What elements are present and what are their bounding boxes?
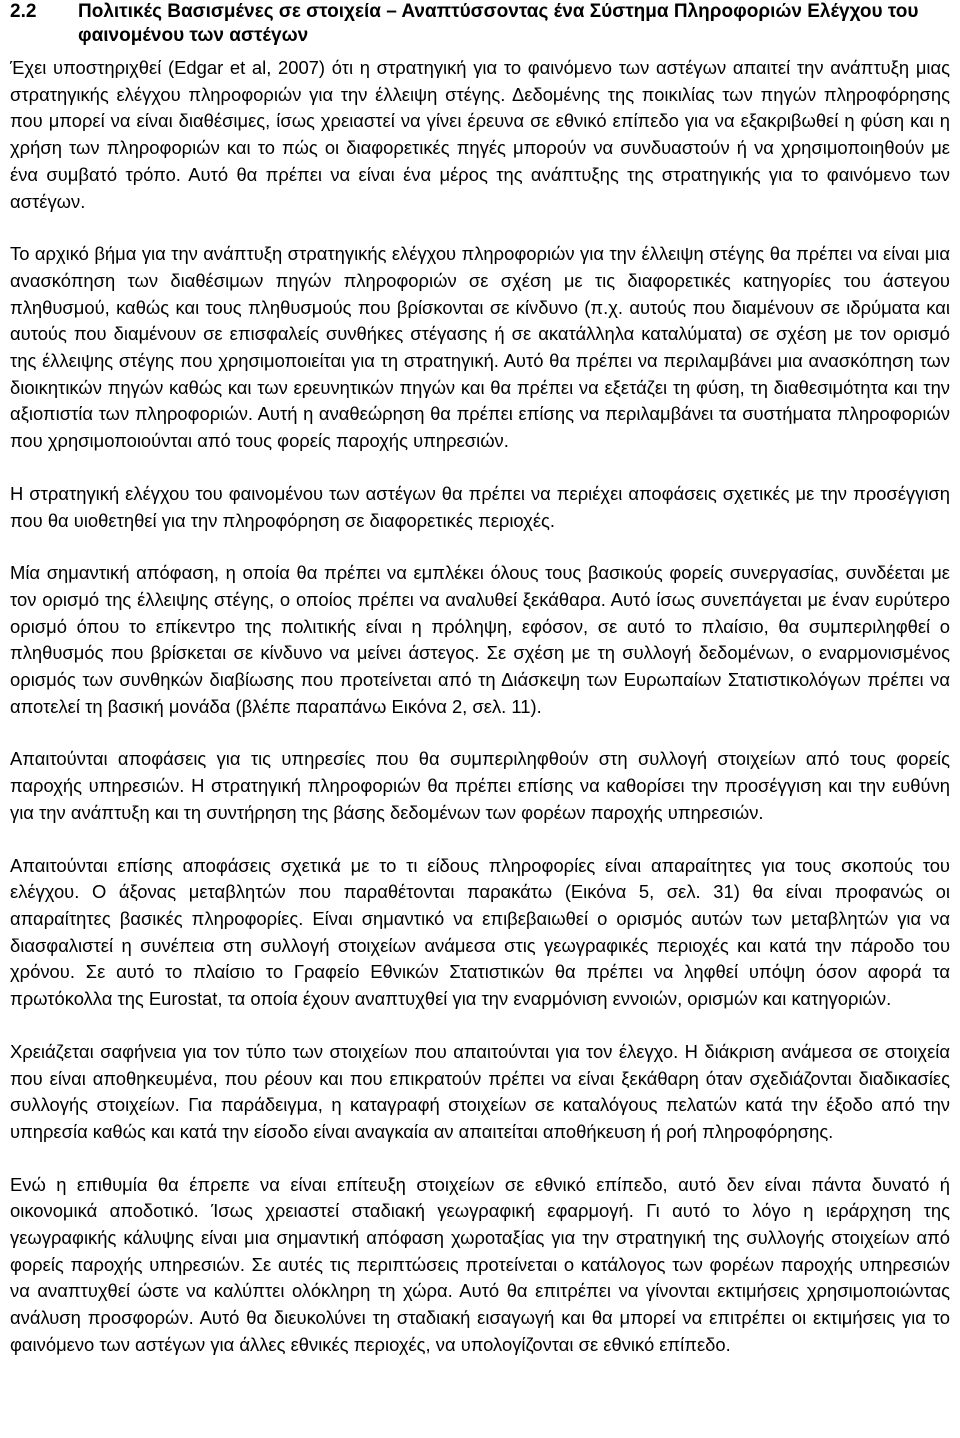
section-number: 2.2 (10, 1, 37, 22)
paragraph-definition: Μία σημαντική απόφαση, η οποία θα πρέπει να εμπλέκει όλους τους βασικούς φορείς συνεργασίας, συνδέεται με τον ορισμό της έλλειψης στέγης, ο οποίος πρέπει να αναλυθεί ξεκάθαρα. Αυτό ίσως συνεπάγεται με έναν ευρύτερο ορισμό όπου το επίκεντρο της πολιτικής είναι η πρόληψη, εφόσον, σε αυτό το πλαίσιο, θα συμπεριληφθεί ο πληθυσμός που βρίσκεται σε κίνδυνο να μείνει άστεγος. Σε σχέση με τη συλλογή δεδομένων, ο εναρμονισμένος ορισμός των συνθηκών διαβίωσης που προτείνεται από τη Διάσκεψη των Ευρωπαίων Στατιστικολόγων πρέπει να αποτελεί τη βασική μονάδα (βλέπε παραπάνω Εικόνα 2, σελ. 11). (10, 562, 950, 717)
paragraph-services: Απαιτούνται αποφάσεις για τις υπηρεσίες που θα συμπεριληφθούν στη συλλογή στοιχείων από τους φορείς παροχής υπηρεσιών. Η στρατηγική πληροφοριών θα πρέπει επίσης να καθορίσει την προσέγγιση και την ευθύνη για την ανάπτυξη και τη συντήρηση της βάσης δεδομένων των φορέων παροχής υπηρεσιών. (10, 748, 950, 823)
paragraph-national-level: Ενώ η επιθυμία θα έπρεπε να είναι επίτευξη στοιχείων σε εθνικό επίπεδο, αυτό δεν είναι πάντα δυνατό ή οικονομικά αποδοτικό. Ίσως χρειαστεί σταδιακή γεωγραφική εφαρμογή. Γι αυτό το λόγο η ιεράρχηση της γεωγραφικής κάλυψης είναι μια σημαντική απόφαση χωροταξίας για την στρατηγική της συλλογής στοιχείων από φορείς παροχής υπηρεσιών. Σε αυτές τις περιπτώσεις προτείνεται ο κατάλογος των φορέων παροχής υπηρεσιών να αναπτυχθεί ώστε να καλύπτει ολόκληρη τη χώρα. Αυτό θα επιτρέπει να γίνονται εκτιμήσεις χρησιμοποιώντας ανάλυση προσφορών. Αυτό θα διευκολύνει τη σταδιακή εισαγωγή και θα μπορεί να επιτρέπει οι εκτιμήσεις για το φαινόμενο των αστέγων για άλλες εθνικές περιοχές, να υπολογίζονται σε εθνικό επίπεδο. (10, 1173, 950, 1355)
paragraph-information-types: Απαιτούνται επίσης αποφάσεις σχετικά με το τι είδους πληροφορίες είναι απαραίτητες για τους σκοπούς του ελέγχου. Ο άξονας μεταβλητών που παραθέτονται παρακάτω (Εικόνα 5, σελ. 31) θα είναι προφανώς οι απαραίτητες βασικές πληροφορίες. Είναι σημαντικό να επιβεβαιωθεί ο ορισμός αυτών των μεταβλητών για να διασφαλιστεί η συνέπεια στη συλλογή στοιχείων ανάμεσα στις γεωγραφικές περιοχές και κατά την πάροδο του χρόνου. Σε αυτό το πλαίσιο το Γραφείο Εθνικών Στατιστικών θα πρέπει να ληφθεί υπόψη όσον αφορά τα πρωτόκολλα της Eurostat, τα οποία έχουν αναπτυχθεί για την εναρμόνιση εννοιών, ορισμών και κατηγοριών. (10, 854, 950, 1010)
paragraph-strategy-decisions: Η στρατηγική ελέγχου του φαινομένου των αστέγων θα πρέπει να περιέχει αποφάσεις σχετικές με την προσέγγιση που θα υιοθετηθεί για την πληροφόρηση σε διαφορετικές περιοχές. (10, 482, 950, 531)
section-title: Πολιτικές Βασισμένες σε στοιχεία – Αναπτύσσοντας ένα Σύστημα Πληροφοριών Ελέγχου του φαινομένου των αστέγων (78, 1, 919, 46)
paragraph-initial-step: Το αρχικό βήμα για την ανάπτυξη στρατηγικής ελέγχου πληροφοριών για την έλλειψη στέγης θα πρέπει να είναι μια ανασκόπηση των διαθέσιμων πηγών πληροφοριών σε σχέση με τις διαφορετικές κατηγορίες του άστεγου πληθυσμού, καθώς και τους πληθυσμούς που βρίσκονται σε κίνδυνο (π.χ. αυτούς που διαμένουν σε ιδρύματα και αυτούς που διαμένουν σε επισφαλείς συνθήκες στέγασης ή σε ακατάλληλα καταλύματα) σε σχέση με τον ορισμό της έλλειψης στέγης που χρησιμοποιείται για τη στρατηγική. Αυτό θα πρέπει να περιλαμβάνει μια ανασκόπηση των διοικητικών πηγών καθώς και των ερευνητικών πηγών και θα πρέπει να εξετάζει τη φύση, τη διαθεσιμότητα και την αξιοπιστία των πληροφοριών. Αυτή η αναθεώρηση θα πρέπει επίσης να περιλαμβάνει τα συστήματα πληροφοριών που χρησιμοποιούνται από τους φορείς παροχής υπηρεσιών. (10, 243, 950, 452)
paragraph-intro: Έχει υποστηριχθεί (Edgar et al, 2007) ότι η στρατηγική για το φαινόμενο των αστέγων απαιτεί την ανάπτυξη μιας στρατηγικής ελέγχου πληροφοριών για την έλλειψη στέγης. Δεδομένης της ποικιλίας των πηγών πληροφόρησης που μπορεί να είναι διαθέσιμες, ίσως χρειαστεί να γίνει έρευνα σε εθνικό επίπεδο για να εξακριβωθεί η φύση και η χρήση των πληροφοριών και το πώς οι διαφορετικές πηγές μπορούν να συνδυαστούν ή να χρησιμοποιηθούν με ένα συμβατό τρόπο. Αυτό θα πρέπει να είναι ένα μέρος της ανάπτυξης της στρατηγικής για το φαινόμενο των αστέγων. (10, 57, 950, 212)
paragraph-data-clarity: Χρειάζεται σαφήνεια για τον τύπο των στοιχείων που απαιτούνται για τον έλεγχο. Η διάκριση ανάμεσα σε στοιχεία που είναι αποθηκευμένα, που ρέουν και που επικρατούν πρέπει να είναι ξεκάθαρη όταν σχεδιάζονται διαδικασίες συλλογής στοιχείων. Για παράδειγμα, η καταγραφή στοιχείων σε καταλόγους πελατών κατά την έξοδο από την υπηρεσία καθώς και κατά την είσοδο είναι αναγκαία αν απαιτείται αποθήκευση ή ροή πληροφόρησης. (10, 1040, 950, 1142)
section-heading (10, 0, 950, 48)
